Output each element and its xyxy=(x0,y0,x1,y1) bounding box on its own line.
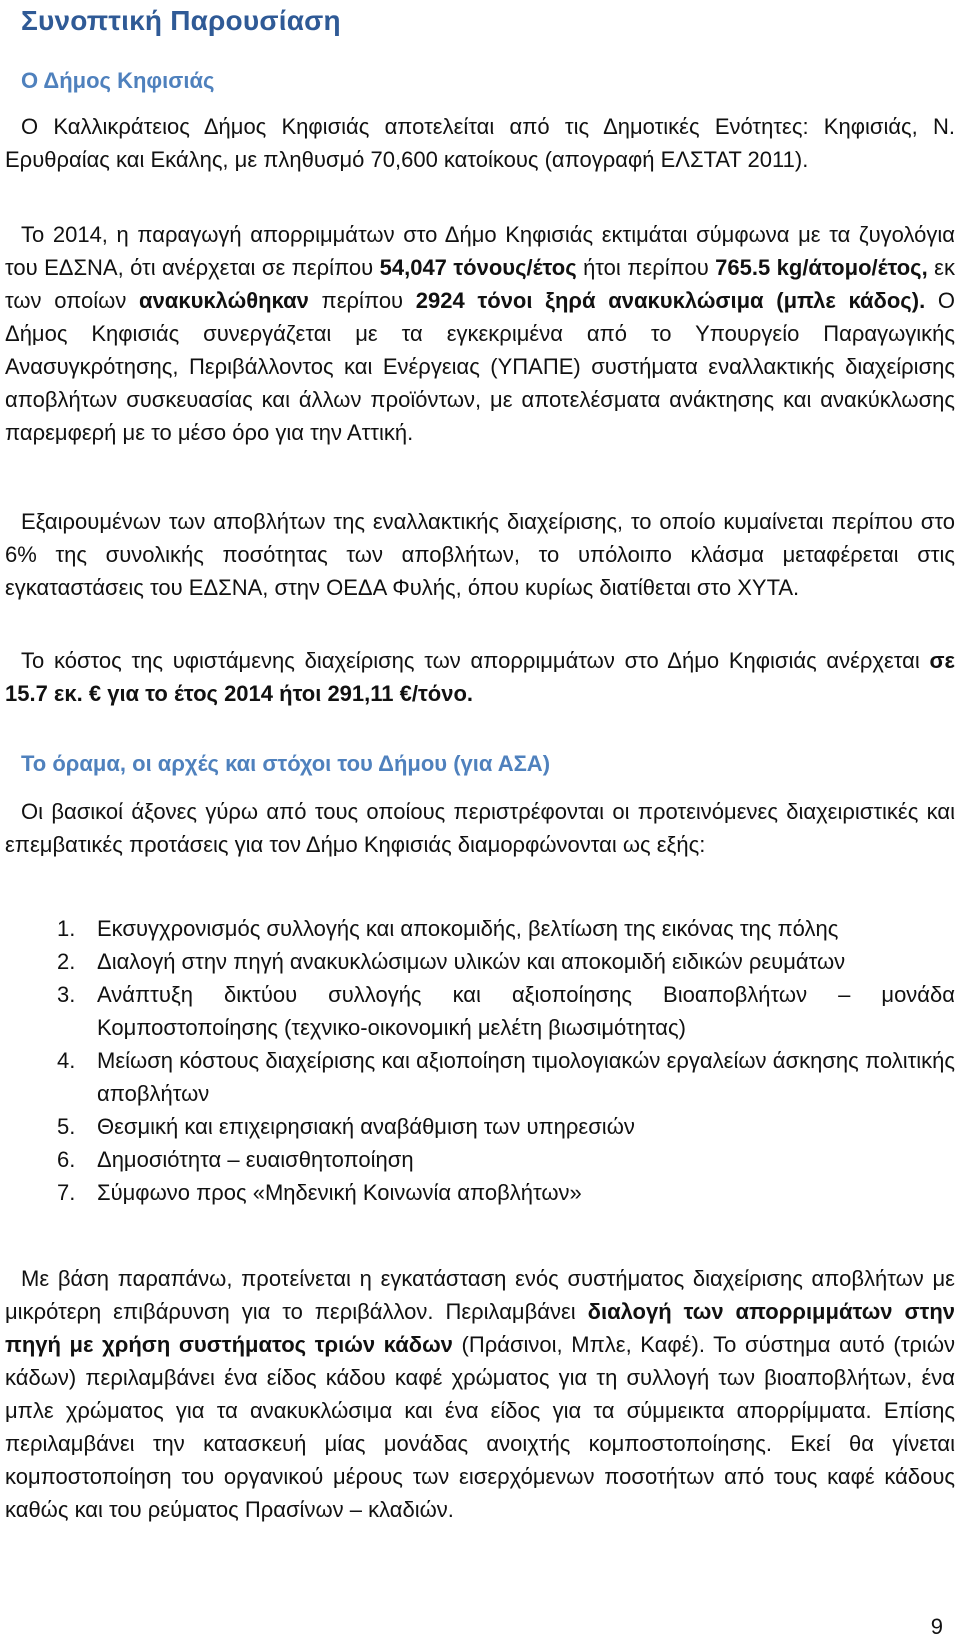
section-heading: Ο Δήμος Κηφισιάς xyxy=(21,68,215,93)
list-item-number: 3. xyxy=(57,982,76,1007)
axes-list xyxy=(5,912,955,1209)
list-item-number: 2. xyxy=(57,949,76,974)
list-item-text: Σύμφωνο προς «Μηδενική Κοινωνία αποβλήτων» xyxy=(97,1180,582,1205)
list-item-text: Δημοσιότητα – ευαισθητοποίηση xyxy=(97,1147,414,1172)
text-run: Το κόστος της υφιστάμενης διαχείρισης των απορριμμάτων στο Δήμο Κηφισιάς ανέρχεται xyxy=(21,648,930,673)
list-item xyxy=(5,1143,955,1176)
page-title: Συνοπτική Παρουσίαση xyxy=(21,5,341,36)
bold-run: 765.5 kg/άτομο/έτος, xyxy=(715,255,928,280)
paragraph-text xyxy=(5,218,955,449)
text-run: Με βάση παραπάνω, προτείνεται η εγκατάσταση ενός συστήματος διαχείρισης αποβλήτων με μικρότερη επιβάρυνση για το περιβάλλον. Περιλαμβάνει xyxy=(5,1266,955,1324)
paragraph-population xyxy=(5,110,955,176)
bold-run: 2924 τόνοι ξηρά ανακυκλώσιμα (μπλε κάδος). xyxy=(415,288,926,313)
list-item-text: Θεσμική και επιχειρησιακή αναβάθμιση των υπηρεσιών xyxy=(97,1114,635,1139)
list-item-number: 1. xyxy=(57,916,76,941)
list-item-number: 4. xyxy=(57,1048,76,1073)
section-heading: Το όραμα, οι αρχές και στόχοι του Δήμου (για ΑΣΑ) xyxy=(21,751,551,776)
paragraph-waste-production xyxy=(5,218,955,449)
text-run: εκ των οποίων xyxy=(5,255,955,313)
list-item xyxy=(5,1044,955,1110)
paragraph-cost xyxy=(5,644,955,710)
bold-run: ανακυκλώθηκαν xyxy=(139,288,309,313)
page-number: 9 xyxy=(930,1614,943,1639)
numbered-list xyxy=(5,912,955,1209)
paragraph-alternative-management xyxy=(5,505,955,604)
bold-run: διαλογή των απορριμμάτων στην πηγή με χρήση συστήματος τριών κάδων xyxy=(5,1299,955,1357)
text-run: Ο Δήμος Κηφισιάς συνεργάζεται με τα εγκεκριμένα από το Υπουργείο Παραγωγικής Ανασυγκρότησης, Περιβάλλοντος και Ενέργειας (ΥΠΑΠΕ) συστήματα εναλλακτικής διαχείρισης αποβλήτων συσκευασίας και άλλων προϊόντων, με αποτελέσματα ανάκτησης και ανακύκλωσης παρεμφερή με το μέσο όρο για την Αττική. xyxy=(5,288,955,445)
list-item-number: 7. xyxy=(57,1180,76,1205)
text-run: ήτοι περίπου xyxy=(576,255,716,280)
paragraph-three-bin-system xyxy=(5,1262,955,1526)
list-item xyxy=(5,1176,955,1209)
paragraph-axes-intro xyxy=(5,795,955,861)
bold-run: 54,047 τόνους/έτος xyxy=(379,255,577,280)
list-item xyxy=(5,978,955,1044)
list-item xyxy=(5,912,955,945)
paragraph-text: Οι βασικοί άξονες γύρω από τους οποίους περιστρέφονται οι προτεινόμενες διαχειριστικές και επεμβατικές προτάσεις για τον Δήμο Κηφισιάς διαμορφώνονται ως εξής: xyxy=(5,799,955,857)
list-item-text: Μείωση κόστους διαχείρισης και αξιοποίηση τιμολογιακών εργαλείων άσκησης πολιτικής αποβλήτων xyxy=(97,1048,955,1106)
list-item-number: 6. xyxy=(57,1147,76,1172)
section-heading-vision xyxy=(5,749,955,779)
bold-run: σε 15.7 εκ. € για το έτος 2014 ήτοι 291,11 €/τόνο. xyxy=(5,648,955,706)
text-run: (Πράσινοι, Μπλε, Καφέ). Το σύστημα αυτό (τριών κάδων) περιλαμβάνει ένα είδος κάδου καφέ χρώματος για τη συλλογή των βιοαποβλήτων, ένα μπλε χρώματος για τα ανακυκλώσιμα και ένα είδος για τα σύμμεικτα απορρίμματα. Επίσης περιλαμβάνει την κατασκευή μίας μονάδας ανοιχτής κομποστοποίησης. Εκεί θα γίνεται κομποστοποίηση του οργανικού μέρους των εισερχόμενων ποσοτήτων από τους καφέ κάδους καθώς και του ρεύματος Πρασίνων – κλαδιών. xyxy=(5,1332,955,1522)
list-item xyxy=(5,1110,955,1143)
paragraph-text: Εξαιρουμένων των αποβλήτων της εναλλακτικής διαχείρισης, το οποίο κυμαίνεται περίπου στο 6% της συνολικής ποσότητας των αποβλήτων, το υπόλοιπο κλάσμα μεταφέρεται στις εγκαταστάσεις του ΕΔΣΝΑ, στην ΟΕΔΑ Φυλής, όπου κυρίως διατίθεται στο ΧΥΤΑ. xyxy=(5,509,955,600)
text-run: περίπου xyxy=(308,288,416,313)
paragraph-text: Ο Καλλικράτειος Δήμος Κηφισιάς αποτελείται από τις Δημοτικές Ενότητες: Κηφισιάς, Ν. Ερυθραίας και Εκάλης, με πληθυσμό 70,600 κατοίκους (απογραφή ΕΛΣΤΑΤ 2011). xyxy=(5,114,955,172)
list-item xyxy=(5,945,955,978)
list-item-text: Διαλογή στην πηγή ανακυκλώσιμων υλικών και αποκομιδή ειδικών ρευμάτων xyxy=(97,949,846,974)
text-run: Το 2014, η παραγωγή απορριμμάτων στο Δήμο Κηφισιάς εκτιμάται σύμφωνα με τα ζυγολόγια του ΕΔΣΝΑ, ότι ανέρχεται σε περίπου xyxy=(5,222,955,280)
list-item-text: Ανάπτυξη δικτύου συλλογής και αξιοποίησης Βιοαποβλήτων – μονάδα Κομποστοποίησης (τεχνικο-οικονομική μελέτη βιωσιμότητας) xyxy=(97,982,955,1040)
paragraph-text xyxy=(5,644,955,710)
list-item-number: 5. xyxy=(57,1114,76,1139)
list-item-text: Εκσυγχρονισμός συλλογής και αποκομιδής, βελτίωση της εικόνας της πόλης xyxy=(97,916,839,941)
section-heading-municipality xyxy=(5,66,955,96)
paragraph-text xyxy=(5,1262,955,1526)
